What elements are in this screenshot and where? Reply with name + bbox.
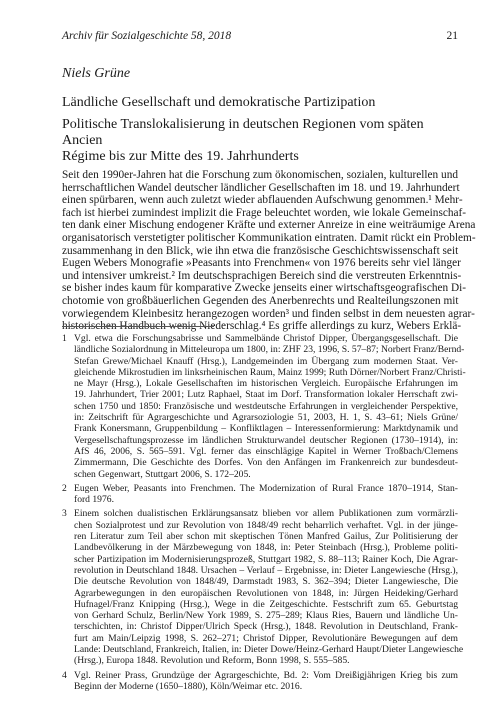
footnote-line: Beginn der Moderne (1650–1880), Köln/Weimar etc. 2016. [74, 680, 303, 692]
article-title: Ländliche Gesellschaft und demokratische Partizipation [62, 95, 376, 110]
footnote-line: (Hrsg.), Europa 1848. Revolution und Reform, Bonn 1998, S. 555–585. [74, 655, 350, 667]
footnote-4 [62, 670, 458, 693]
footnote-1 [62, 333, 466, 480]
footnote-text: Vgl. etwa die Forschungsabrisse und Sammelbände Christof Dipper, Übergangsgesellschaft. Die [74, 333, 458, 344]
footnote-first-line [62, 483, 458, 494]
footnote-number: 4 [62, 669, 67, 681]
footnote-text: Einem solchen dualistischen Erklärungsansatz blieben vor allem Publikationen zum vormärzli- [74, 508, 458, 520]
body-line: se bisher indes kaum für komparative Zwecke jenseits einer wirtschaftsgeografischen Di- [62, 282, 467, 295]
footnote-line: Landbevölkerung in der Märzbewegung von 1848, in: Peter Steinbach (Hrsg.), Probleme politi- [74, 542, 458, 554]
footnote-first-line [62, 670, 458, 681]
body-line: organisatorisch verstetigter politischer Kommunikation eintraten. Damit rückt ein Problem- [62, 231, 476, 244]
footnote-line: Vergesellschaftungsprozesse im ländlichen Strukturwandel deutscher Regionen (1730–1914), in: [74, 434, 458, 446]
footnote-line: von Gerhard Schulz, Berlin/New York 1989, S. 275–289; Klaus Ries, Bauern und ländliche Un- [74, 610, 458, 622]
journal-title: Archiv für Sozialgeschichte 58, 2018 [62, 30, 232, 42]
footnote-line: revolution in Deutschland 1848. Ursachen – Verlauf – Ergebnisse, in: Dieter Langewiesche (Hrsg.), [74, 564, 458, 576]
footnote-text: Vgl. Reiner Prass, Grundzüge der Agrargeschichte, Bd. 2: Vom Dreißigjährigen Krieg bis zum [74, 669, 458, 681]
article-subtitle [62, 117, 462, 165]
footnote-number: 3 [62, 508, 67, 520]
footnotes [62, 333, 466, 695]
body-line: einen spürbaren, wenn auch zuletzt wieder abflauenden Aufschwung genommen.¹ Mehr- [62, 194, 463, 207]
footnote-line: Frank Konersmann, Gruppenbildung – Konfliktlagen – Interessenformierung: Marktdynamik und [74, 423, 458, 435]
body-line: vorwiegendem Kleinbesitz herangezogen worden³ und finden selbst in dem neuesten agrar- [62, 307, 475, 320]
footnote-line: 19. Jahrhundert, Trier 2001; Lutz Raphael, Staat im Dorf. Transformation lokaler Herrschaft zwi- [74, 389, 458, 401]
footnote-2 [62, 483, 458, 506]
running-header [62, 30, 458, 46]
footnote-line: Stefan Grewe/Michael Knauff (Hrsg.), Landgemeinden im Übergang zum modernen Staat. Ver- [74, 355, 458, 367]
footnote-line: Lande: Deutschland, Frankreich, Italien, in: Dieter Dowe/Heinz-Gerhard Haupt/Dieter Langewiesche [74, 644, 464, 656]
footnote-first-line [62, 333, 458, 344]
footnote-line: chen Sozialprotest und zur Revolution von 1848/49 recht beharrlich verhaftet. Vgl. in der jünge- [74, 519, 458, 531]
body-line: ten dank einer Mischung endogener Kräfte und externer Anreize in eine weiträumige Arena [62, 219, 476, 232]
subtitle-line: Politische Translokalisierung in deutschen Regionen vom späten Ancien [62, 117, 424, 148]
body-line: Seit den 1990er-Jahren hat die Forschung zum ökonomischen, sozialen, kulturellen und [62, 169, 458, 181]
body-line: chotomie von großbäuerlichen Gegenden des Anerbenrechts und Realteilungszonen mit [62, 294, 459, 307]
footnote-line: gleichende Mikrostudien im linksrheinischen Raum, Mainz 1999; Ruth Dörner/Norbert Franz/Christi- [74, 366, 466, 378]
footnote-line: ne Mayr (Hrsg.), Lokale Gesellschaften im historischen Vergleich. Europäische Erfahrungen im [74, 378, 458, 390]
body-text [62, 169, 476, 333]
footnote-line: AfS 46, 2006, S. 565–591. Vgl. ferner das einschlägige Kapitel in Werner Troßbach/Clemens [74, 445, 458, 457]
footnote-line: schen Gegenwart, Stuttgart 2006, S. 172–205. [74, 468, 251, 480]
page-number: 21 [446, 30, 458, 42]
body-line: historischen Handbuch wenig Niederschlag.⁴ Es griffe allerdings zu kurz, Webers Erklä- [62, 320, 462, 333]
footnote-line: Agrarbewegungen in den europäischen Revolutionen von 1848, in: Jürgen Heideking/Gerhard [74, 587, 458, 599]
footnote-line: furt am Main/Leipzig 1998, S. 262–271; Christof Dipper, Revolutionäre Bewegungen auf dem [74, 632, 458, 644]
footnote-line: ländliche Sozialordnung in Mitteleuropa um 1800, in: ZHF 23, 1996, S. 57–87; Norbert Franz/Bernd- [74, 344, 465, 356]
article-author: Niels Grüne [62, 66, 131, 81]
footnote-line: Die deutsche Revolution von 1848/49, Darmstadt 1983, S. 362–394; Dieter Langewiesche, Die [74, 576, 458, 588]
footnote-number: 2 [62, 482, 67, 494]
footnote-line: Zimmermann, Die Geschichte des Dorfes. Von den Anfängen im Frankenreich zur bundesdeut- [74, 457, 458, 469]
body-line: und intensiver umkreist.² Im deutschsprachigen Bereich sind die verstreuten Erkenntnis- [62, 269, 462, 282]
body-line: fach ist hierbei zumindest implizit die Frage beleuchtet worden, wie lokale Gemeinschaf- [62, 206, 467, 219]
body-line: zusammenhang in den Blick, wie ihn etwa die französische Geschichtswissenschaft seit [62, 244, 459, 257]
footnote-line: scher Partizipation im Modernisierungsprozeß, Stuttgart 1982, S. 88–113; Rainer Koch, Die Agrar- [74, 553, 458, 565]
footnote-line: ford 1976. [74, 494, 114, 506]
footnote-line: Hufnagel/Franz Knipping (Hrsg.), Wege in die Zeitgeschichte. Festschrift zum 65. Geburtstag [74, 598, 458, 610]
body-line: Eugen Webers Monografie »Peasants into Frenchmen« von 1976 bereits sehr viel länger [62, 257, 461, 270]
footnote-text: Eugen Weber, Peasants into Frenchmen. The Modernization of Rural France 1870–1914, Stan- [74, 482, 458, 494]
footnote-number: 1 [62, 333, 67, 344]
footnote-line: terschichten, in: Christof Dipper/Ulrich Speck (Hrsg.), 1848. Revolution in Deutschland, Frank- [74, 621, 458, 633]
footnote-rule [62, 326, 214, 327]
body-line: herrschaftlichen Wandel deutscher ländlicher Gesellschaften im 18. und 19. Jahrhundert [62, 181, 460, 194]
footnote-3 [62, 508, 464, 667]
footnote-line: schen 1750 und 1850: Französische und westdeutsche Erfahrungen in vergleichender Perspektive, [74, 400, 458, 412]
footnote-first-line [62, 508, 458, 519]
footnote-line: in: Zeitschrift für Agrargeschichte und Agrarsoziologie 51, 2003, H. 1, S. 43–61; Niels Grüne/ [74, 412, 458, 424]
footnote-line: ren Literatur zum Teil aber schon mit skeptischen Tönen Manfred Gailus, Zur Politisierung der [74, 531, 458, 543]
subtitle-line: Régime bis zur Mitte des 19. Jahrhunderts [62, 149, 299, 164]
